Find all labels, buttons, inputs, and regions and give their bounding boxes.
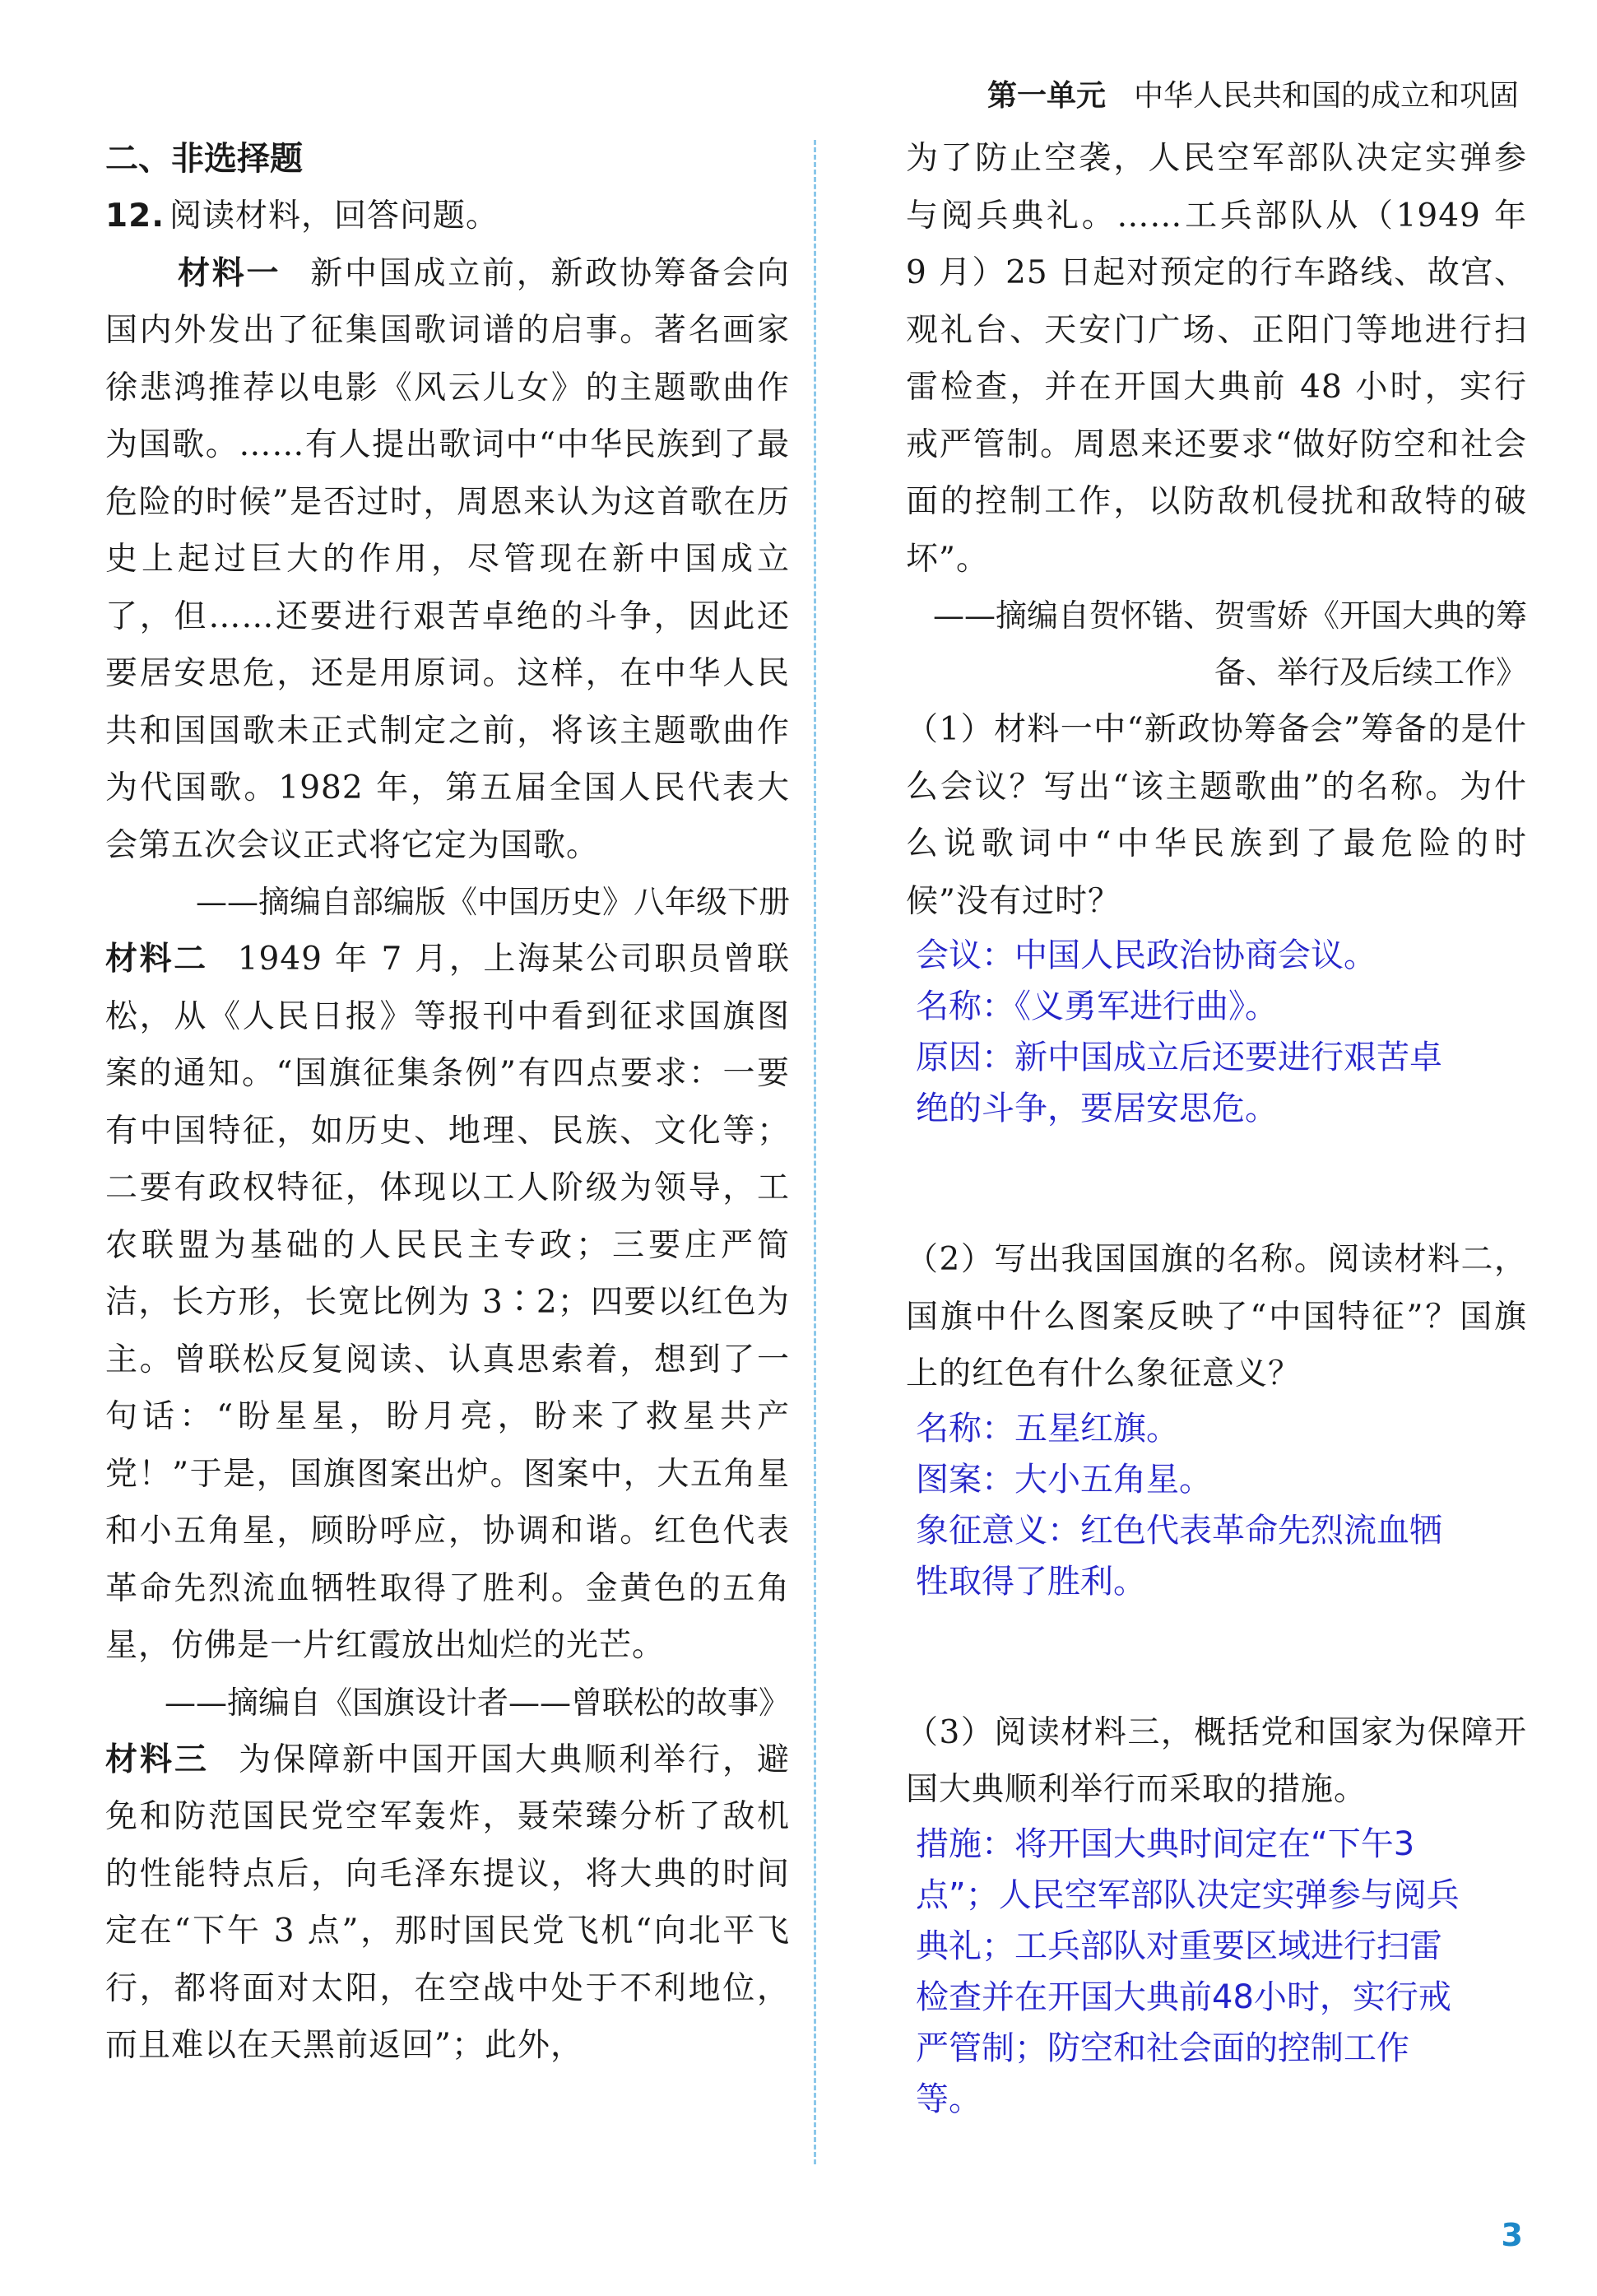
material-three-label: 材料三 xyxy=(105,1741,209,1778)
answer-line: 等。 xyxy=(916,2080,982,2118)
answer-space xyxy=(906,1607,1527,1704)
answer-line: 图案：大小五角星。 xyxy=(916,1460,1212,1499)
running-header xyxy=(987,72,1519,114)
material-two-source: ——摘编自《国旗设计者——曾联松的故事》 xyxy=(164,1684,790,1721)
sub-question-3: （3）阅读材料三，概括党和国家为保障开国大典顺利举行而采取的措施。 xyxy=(906,1713,1527,1808)
material-three-source-line1: ——摘编自贺怀锴、贺雪娇《开国大典的筹 xyxy=(932,597,1527,634)
material-one xyxy=(105,245,790,875)
answer-line: 严管制；防空和社会面的控制工作 xyxy=(916,2029,1409,2067)
material-three-continued: 为了防止空袭，人民空军部队决定实弹参与阅兵典礼。……工兵部队从（1949 年 9 月）25 日起对预定的行车路线、故宫、观礼台、天安门广场、正阳门等地进行扫雷检查，并在开国大典前 48 小时，实行戒严管制。周恩来还要求“做好防空和社会面的控制工作，以防敌机侵扰和敌特的破坏”。 xyxy=(906,140,1527,578)
material-one-source: ——摘编自部编版《中国历史》八年级下册 xyxy=(195,884,790,920)
material-one-label: 材料一 xyxy=(178,254,281,292)
material-three xyxy=(105,1731,790,2075)
right-column xyxy=(906,130,1527,2125)
question-header xyxy=(105,188,790,245)
sub-question-2: （2）写出我国国旗的名称。阅读材料二，国旗中什么图案反映了“中国特征”？国旗上的红色有什么象征意义？ xyxy=(906,1241,1527,1392)
column-divider xyxy=(814,140,816,2164)
answer-3 xyxy=(916,1819,1527,2125)
material-two-text: 1949 年 7 月，上海某公司职员曾联松，从《人民日报》等报刊中看到征求国旗图案的通知。“国旗征集条例”有四点要求：一要有中国特征，如历史、地理、民族、文化等；二要有政权特征，体现以工人阶级为领导，工农联盟为基础的人民民主专政；三要庄严简洁，长方形，长宽比例为 3∶2；四要以红色为主。曾联松反复阅读、认真思索着，想到了一句话：“盼星星，盼月亮，盼来了救星共产党！”于是，国旗图案出炉。图案中，大五角星和小五角星，顾盼呼应，协调和谐。红色代表革命先烈流血牺牲取得了胜利。金黄色的五角星，仿佛是一片红霞放出灿烂的光芒。 xyxy=(105,941,790,1664)
question-prompt: 阅读材料，回答问题。 xyxy=(169,198,499,235)
left-column xyxy=(105,130,790,2075)
section-title: 二、非选择题 xyxy=(105,140,303,178)
answer-line: 措施：将开国大典时间定在“下午3 xyxy=(916,1824,1415,1863)
answer-space xyxy=(906,1134,1527,1231)
answer-line: 名称：《义勇军进行曲》。 xyxy=(916,988,1278,1025)
answer-2 xyxy=(916,1403,1527,1607)
answer-line: 点”；人民空军部队决定实弹参与阅兵 xyxy=(916,1875,1460,1914)
sub-question-1: （1）材料一中“新政协筹备会”筹备的是什么会议？写出“该主题歌曲”的名称。为什么说歌词中“中华民族到了最危险的时候”没有过时？ xyxy=(906,711,1527,920)
answer-line: 检查并在开国大典前48小时，实行戒 xyxy=(916,1978,1451,2016)
material-one-text: 新中国成立前，新政协筹备会向国内外发出了征集国歌词谱的启事。著名画家徐悲鸿推荐以电影《风云儿女》的主题歌曲作为国歌。……有人提出歌词中“中华民族到了最危险的时候”是否过时，周恩来认为这首歌在历史上起过巨大的作用，尽管现在新中国成立了，但……还要进行艰苦卓绝的斗争，因此还要居安思危，还是用原词。这样，在中华人民共和国国歌未正式制定之前，将该主题歌曲作为代国歌。1982 年，第五届全国人民代表大会第五次会议正式将它定为国歌。 xyxy=(105,254,790,864)
answer-line: 象征意义：红色代表革命先烈流血牺 xyxy=(916,1511,1442,1550)
material-two-label: 材料二 xyxy=(105,941,208,978)
answer-line: 牲取得了胜利。 xyxy=(916,1562,1146,1601)
material-three-text-left: 为保障新中国开国大典顺利举行，避免和防范国民党空军轰炸，聂荣臻分析了敌机的性能特点后，向毛泽东提议，将大典的时间定在“下午 3 点”，那时国民党飞机“向北平飞行，都将面对太阳，在空战中处于不利地位，而且难以在天黑前返回”；此外， xyxy=(105,1741,790,2064)
answer-line: 原因：新中国成立后还要进行艰苦卓 xyxy=(916,1039,1442,1076)
unit-label: 第一单元 xyxy=(987,79,1106,113)
question-number: 12. xyxy=(105,198,165,235)
page-number: 3 xyxy=(1501,2217,1523,2253)
material-three-source-line2: 备、举行及后续工作》 xyxy=(1214,654,1527,690)
answer-line: 典礼；工兵部队对重要区域进行扫雷 xyxy=(916,1927,1442,1965)
material-two xyxy=(105,931,790,1675)
answer-line: 名称：五星红旗。 xyxy=(916,1409,1179,1448)
answer-1 xyxy=(916,930,1527,1134)
answer-line: 会议：中国人民政治协商会议。 xyxy=(916,937,1376,974)
unit-title: 中华人民共和国的成立和巩固 xyxy=(1133,79,1519,113)
answer-line: 绝的斗争，要居安思危。 xyxy=(916,1090,1278,1127)
